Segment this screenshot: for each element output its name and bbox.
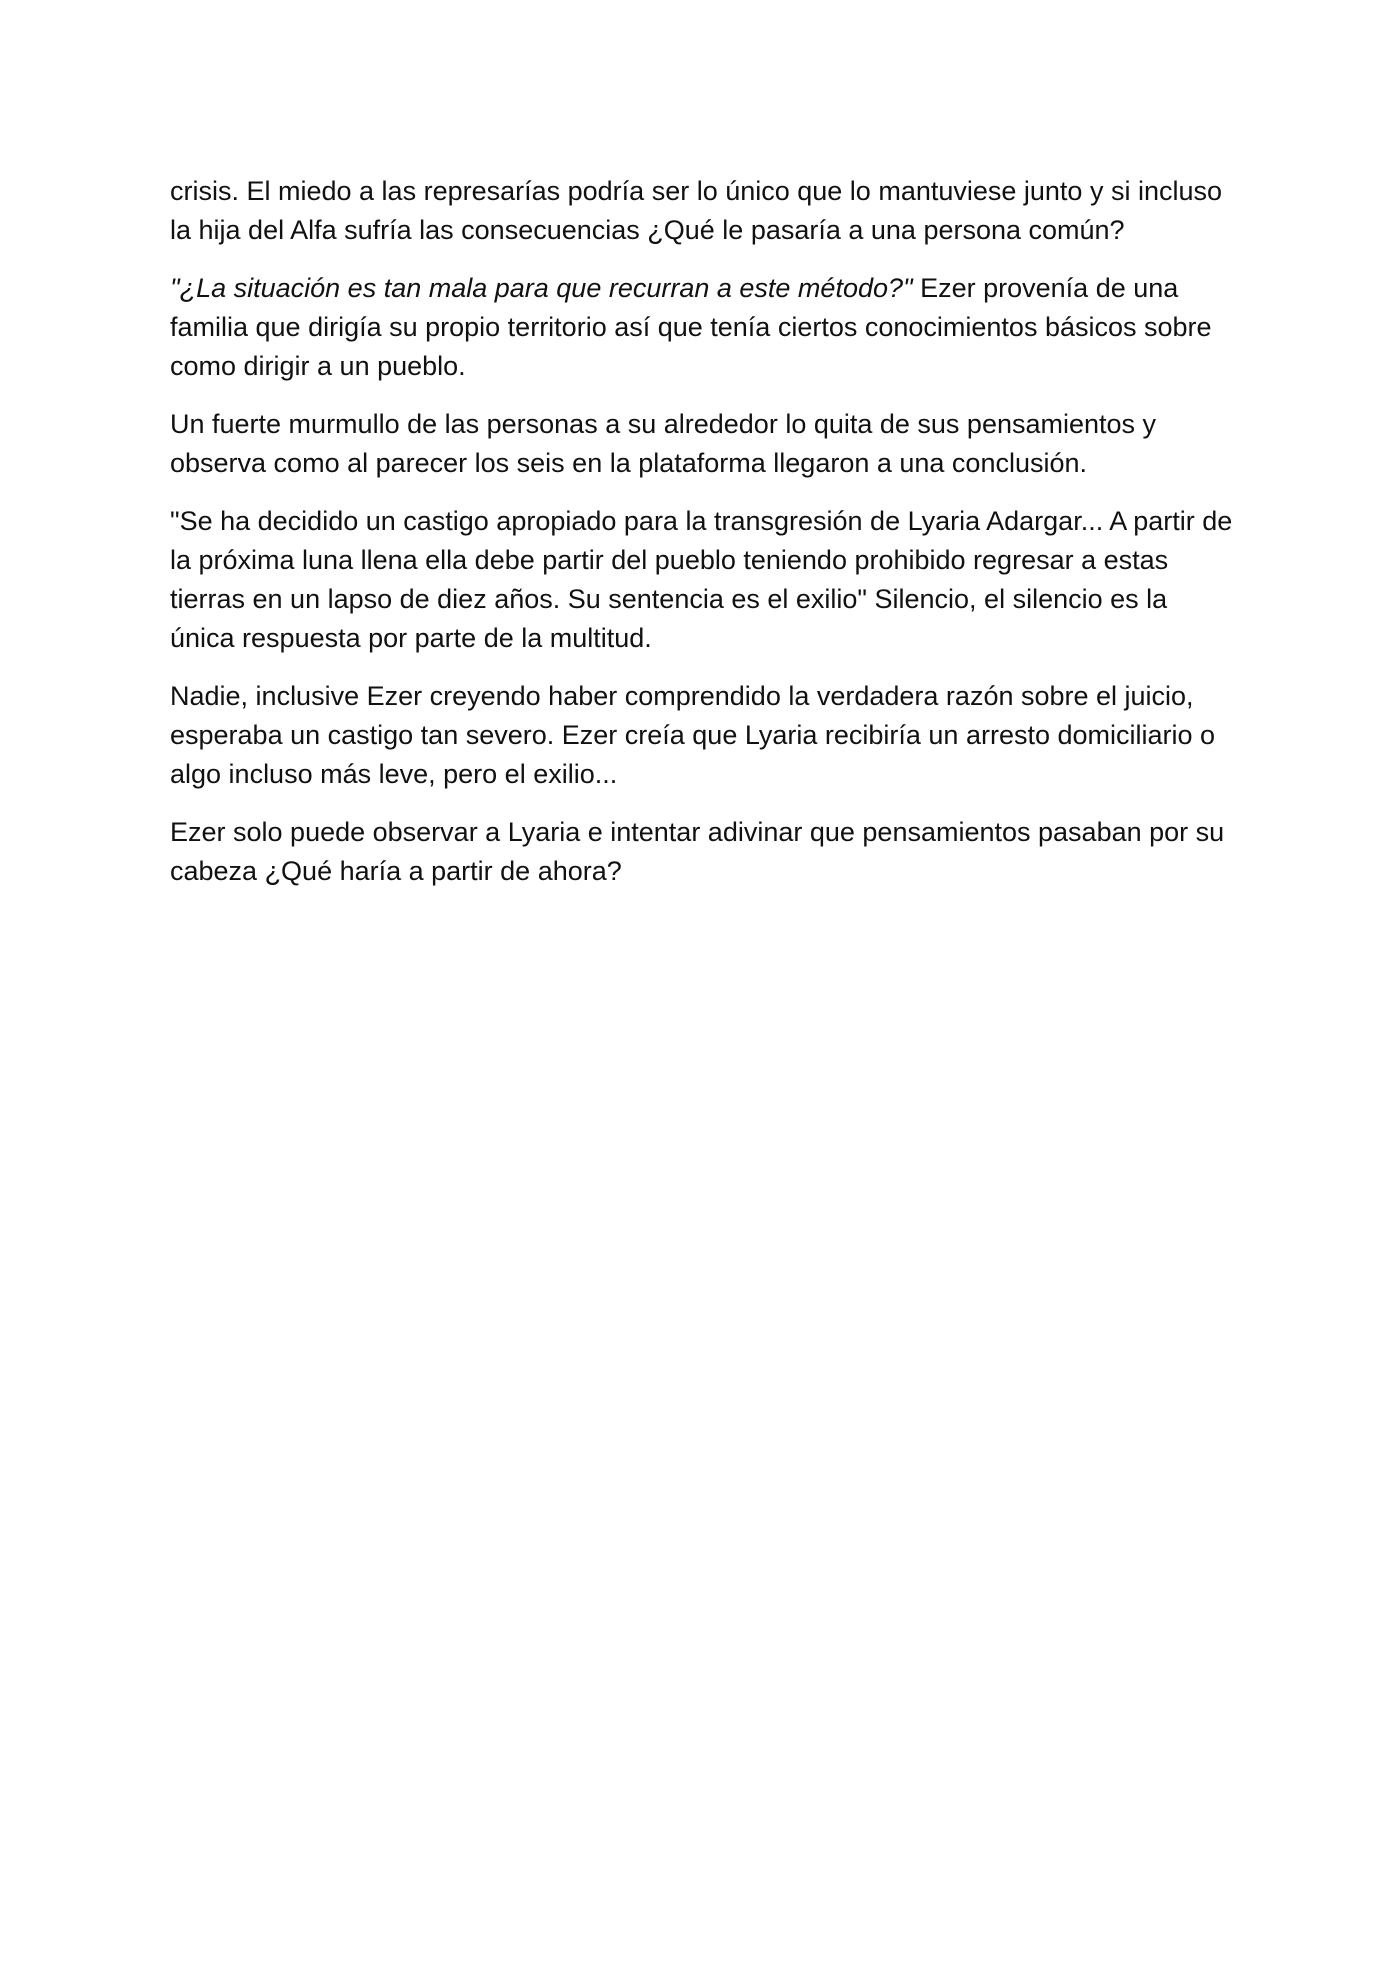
paragraph-4 [170,502,1235,658]
paragraph-2-text: Ezer provenía de una familia que dirigía su propio territorio así que tenía ciertos conocimientos básicos sobre como dirigir a un pueblo. [170,273,1212,381]
paragraph-5 [170,677,1235,794]
paragraph-6-text: Ezer solo puede observar a Lyaria e intentar adivinar que pensamientos pasaban por su cabeza ¿Qué haría a partir de ahora? [170,817,1225,886]
paragraph-2 [170,269,1235,386]
paragraph-4-text: "Se ha decidido un castigo apropiado para la transgresión de Lyaria Adargar... A partir de la próxima luna llena ella debe partir del pueblo teniendo prohibido regresar a estas tierras en un lapso de diez años. Su sentencia es el exilio" Silencio, el silencio es la única respuesta por parte de la multitud. [170,506,1233,653]
page-body [170,172,1235,910]
paragraph-2-italic-quote: "¿La situación es tan mala para que recurran a este método?" [170,273,913,303]
paragraph-5-text: Nadie, inclusive Ezer creyendo haber comprendido la verdadera razón sobre el juicio, esperaba un castigo tan severo. Ezer creía que Lyaria recibiría un arresto domiciliario o algo incluso más leve, pero el exilio... [170,681,1216,789]
paragraph-3 [170,405,1235,483]
paragraph-1-text: crisis. El miedo a las represarías podría ser lo único que lo mantuviese junto y si incluso la hija del Alfa sufría las consecuencias ¿Qué le pasaría a una persona común? [170,176,1222,245]
paragraph-6 [170,813,1235,891]
paragraph-1 [170,172,1235,250]
paragraph-3-text: Un fuerte murmullo de las personas a su alrededor lo quita de sus pensamientos y observa como al parecer los seis en la plataforma llegaron a una conclusión. [170,409,1157,478]
